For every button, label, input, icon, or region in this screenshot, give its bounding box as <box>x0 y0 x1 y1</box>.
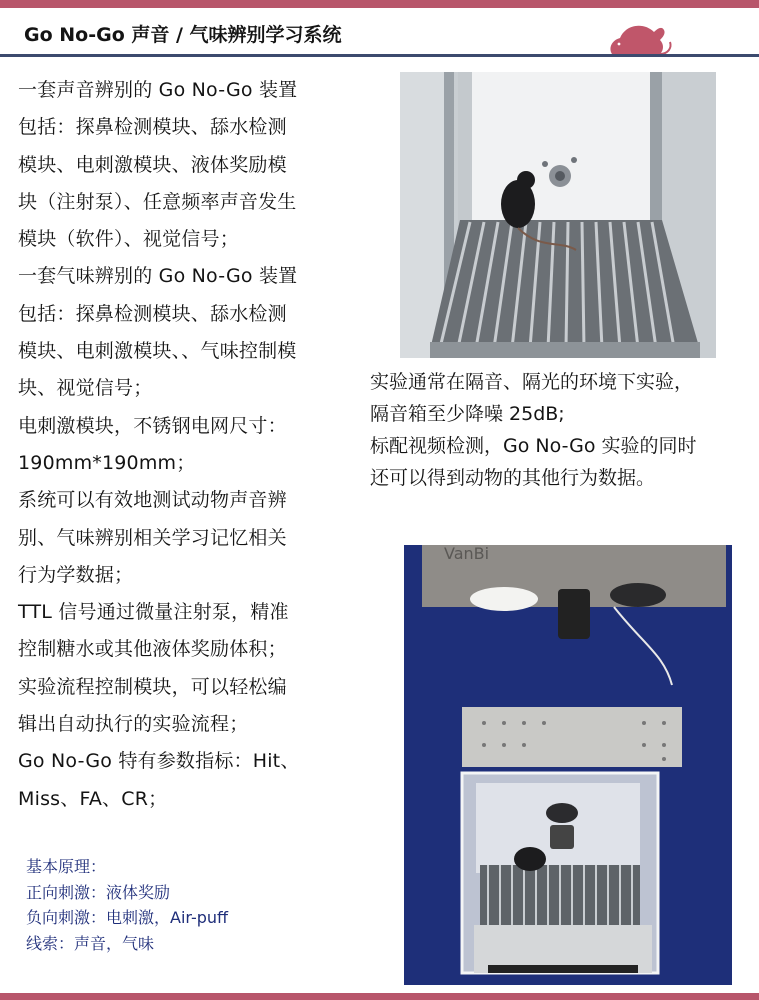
feature-line: Go No-Go 特有参数指标：Hit、 <box>18 750 300 773</box>
right-description <box>370 366 755 494</box>
description-line: 还可以得到动物的其他行为数据。 <box>370 467 656 489</box>
basic-principles <box>26 854 346 956</box>
feature-line: TTL 信号通过微量注射泵，精准 <box>18 601 289 624</box>
description-line: 标配视频检测，Go No-Go 实验的同时 <box>370 435 697 457</box>
negative-stimulus: 负向刺激：电刺激，Air-puff <box>26 908 229 927</box>
principles-title: 基本原理： <box>26 857 107 876</box>
feature-line: Miss、FA、CR； <box>18 787 168 810</box>
page-title: Go No-Go 声音 / 气味辨别学习系统 <box>24 24 342 46</box>
cabinet-photo <box>404 545 732 985</box>
feature-line: 包括：探鼻检测模块、舔水检测 <box>18 116 287 139</box>
feature-line: 包括：探鼻检测模块、舔水检测 <box>18 302 287 325</box>
brand-text: VanBi <box>444 545 490 563</box>
header-rule <box>0 54 759 57</box>
positive-stimulus: 正向刺激：液体奖励 <box>26 882 171 902</box>
feature-line: 系统可以有效地测试动物声音辨 <box>18 489 287 512</box>
feature-line: 行为学数据； <box>18 563 134 586</box>
feature-line: 实验流程控制模块，可以轻松编 <box>18 675 287 698</box>
chamber-photo <box>400 72 716 358</box>
description-line: 实验通常在隔音、隔光的环境下实验， <box>370 371 694 393</box>
feature-line: 模块（软件）、视觉信号； <box>18 228 239 251</box>
feature-line: 控制糖水或其他液体奖励体积； <box>18 638 287 661</box>
feature-line: 块、视觉信号； <box>18 377 153 400</box>
feature-line: 别、气味辨别相关学习记忆相关 <box>18 526 287 549</box>
top-accent-bar <box>0 0 759 8</box>
feature-line: 一套声音辨别的 Go No-Go 装置 <box>18 79 298 101</box>
page-header <box>0 8 759 52</box>
cue: 线索：声音，气味 <box>26 933 155 953</box>
bottom-accent-bar <box>0 993 759 1000</box>
mouse-icon <box>604 14 674 58</box>
feature-line: 电刺激模块，不锈钢电网尺寸： <box>18 414 287 437</box>
description-line: 隔音箱至少降噪 25dB; <box>370 403 565 425</box>
feature-line: 一套气味辨别的 Go No-Go 装置 <box>18 265 298 288</box>
feature-line: 辑出自动执行的实验流程； <box>18 713 249 736</box>
feature-line: 190mm*190mm； <box>18 451 196 474</box>
feature-list <box>18 72 348 818</box>
feature-line: 模块、电刺激模块、液体奖励模 <box>18 153 287 176</box>
feature-line: 模块、电刺激模块、、气味控制模 <box>18 340 297 363</box>
feature-line: 块（注射泵）、任意频率声音发生 <box>18 190 297 213</box>
